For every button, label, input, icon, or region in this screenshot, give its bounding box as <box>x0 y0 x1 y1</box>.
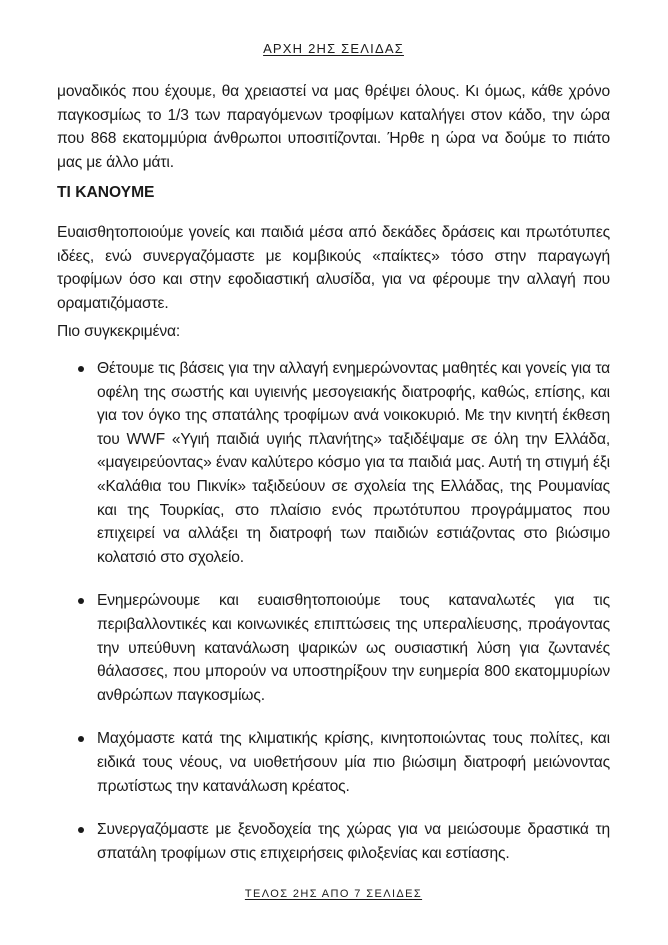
list-item-text: Συνεργαζόμαστε με ξενοδοχεία της χώρας για να μειώσουμε δραστικά τη σπατάλη τροφίμων στις επιχειρήσεις φιλοξενίας και εστίασης. <box>97 821 610 862</box>
page-footer: ΤΕΛΟΣ 2ΗΣ ΑΠΟ 7 ΣΕΛΙΔΕΣ <box>244 888 423 900</box>
bullet-icon <box>78 366 84 372</box>
page-header: ΑΡΧΗ 2ΗΣ ΣΕΛΙΔΑΣ <box>263 41 404 56</box>
list-item <box>57 357 610 569</box>
list-item-text: Θέτουμε τις βάσεις για την αλλαγή ενημερώνοντας μαθητές και γονείς για τα οφέλη της σωστής και υγιεινής μεσογειακής διατροφής, καθώς, επίσης, και για τον όγκο της σπατάλης τροφίμων ανά νοικοκυριό. Με την κινητή έκθεση του WWF «Υγιή παιδιά υγιής πλανήτης» ταξιδέψαμε σε όλη την Ελλάδα, «μαγειρεύοντας» έναν καλύτερο κόσμο για τα παιδιά μας. Αυτή τη στιγμή έξι «Καλάθια του Πικνίκ» ταξιδεύουν σε σχολεία της Ελλάδας, της Ρουμανίας και της Τουρκίας, στο πλαίσιο ενός πρωτότυπου προγράμματος που επιχειρεί να αλλάξει τη διατροφή των παιδιών εστιάζοντας στο βιώσιμο κολατσιό στο σχολείο. <box>97 360 610 566</box>
list-item-text: Μαχόμαστε κατά της κλιματικής κρίσης, κινητοποιώντας τους πολίτες, και ειδικά τους νέους, να υιοθετήσουν μία πιο βιώσιμη διατροφή μειώνοντας πρωτίστως την κατανάλωση κρέατος. <box>97 730 610 795</box>
intro-paragraph: μοναδικός που έχουμε, θα χρειαστεί να μας θρέψει όλους. Κι όμως, κάθε χρόνο παγκοσμίως το 1/3 των παραγόμενων τροφίμων καταλήγει στον κάδο, την ώρα που 868 εκατομμύρια άνθρωποι υποσιτίζονται. Ήρθε η ώρα να δούμε το πιάτο μας με άλλο μάτι. <box>57 83 610 171</box>
list-item <box>57 589 610 707</box>
section-heading: ΤΙ ΚΑΝΟΥΜΕ <box>57 184 155 201</box>
section-paragraph: Ευαισθητοποιούμε γονείς και παιδιά μέσα από δεκάδες δράσεις και πρωτότυπες ιδέες, ενώ συνεργαζόμαστε με κομβικούς «παίκτες» τόσο στην παραγωγή τροφίμων όσο και στην εφοδιαστική αλυσίδα, για να φέρουμε την αλλαγή που οραματιζόμαστε. <box>57 224 610 312</box>
list-item-text: Ενημερώνουμε και ευαισθητοποιούμε τους καταναλωτές για τις περιβαλλοντικές και κοινωνικές επιπτώσεις της υπεραλίευσης, προάγοντας την υπεύθυνη κατανάλωση ψαρικών ως ουσιαστική λύση για ζωντανές θάλασσες, που μπορούν να υποστηρίξουν την ευημερία 800 εκατομμυρίων ανθρώπων παγκοσμίως. <box>97 592 610 704</box>
bullet-icon <box>78 827 84 833</box>
bullet-icon <box>78 598 84 604</box>
list-item <box>57 818 610 865</box>
bullet-list <box>57 357 610 865</box>
list-intro: Πιο συγκεκριμένα: <box>57 323 181 340</box>
list-item <box>57 727 610 798</box>
bullet-icon <box>78 736 84 742</box>
